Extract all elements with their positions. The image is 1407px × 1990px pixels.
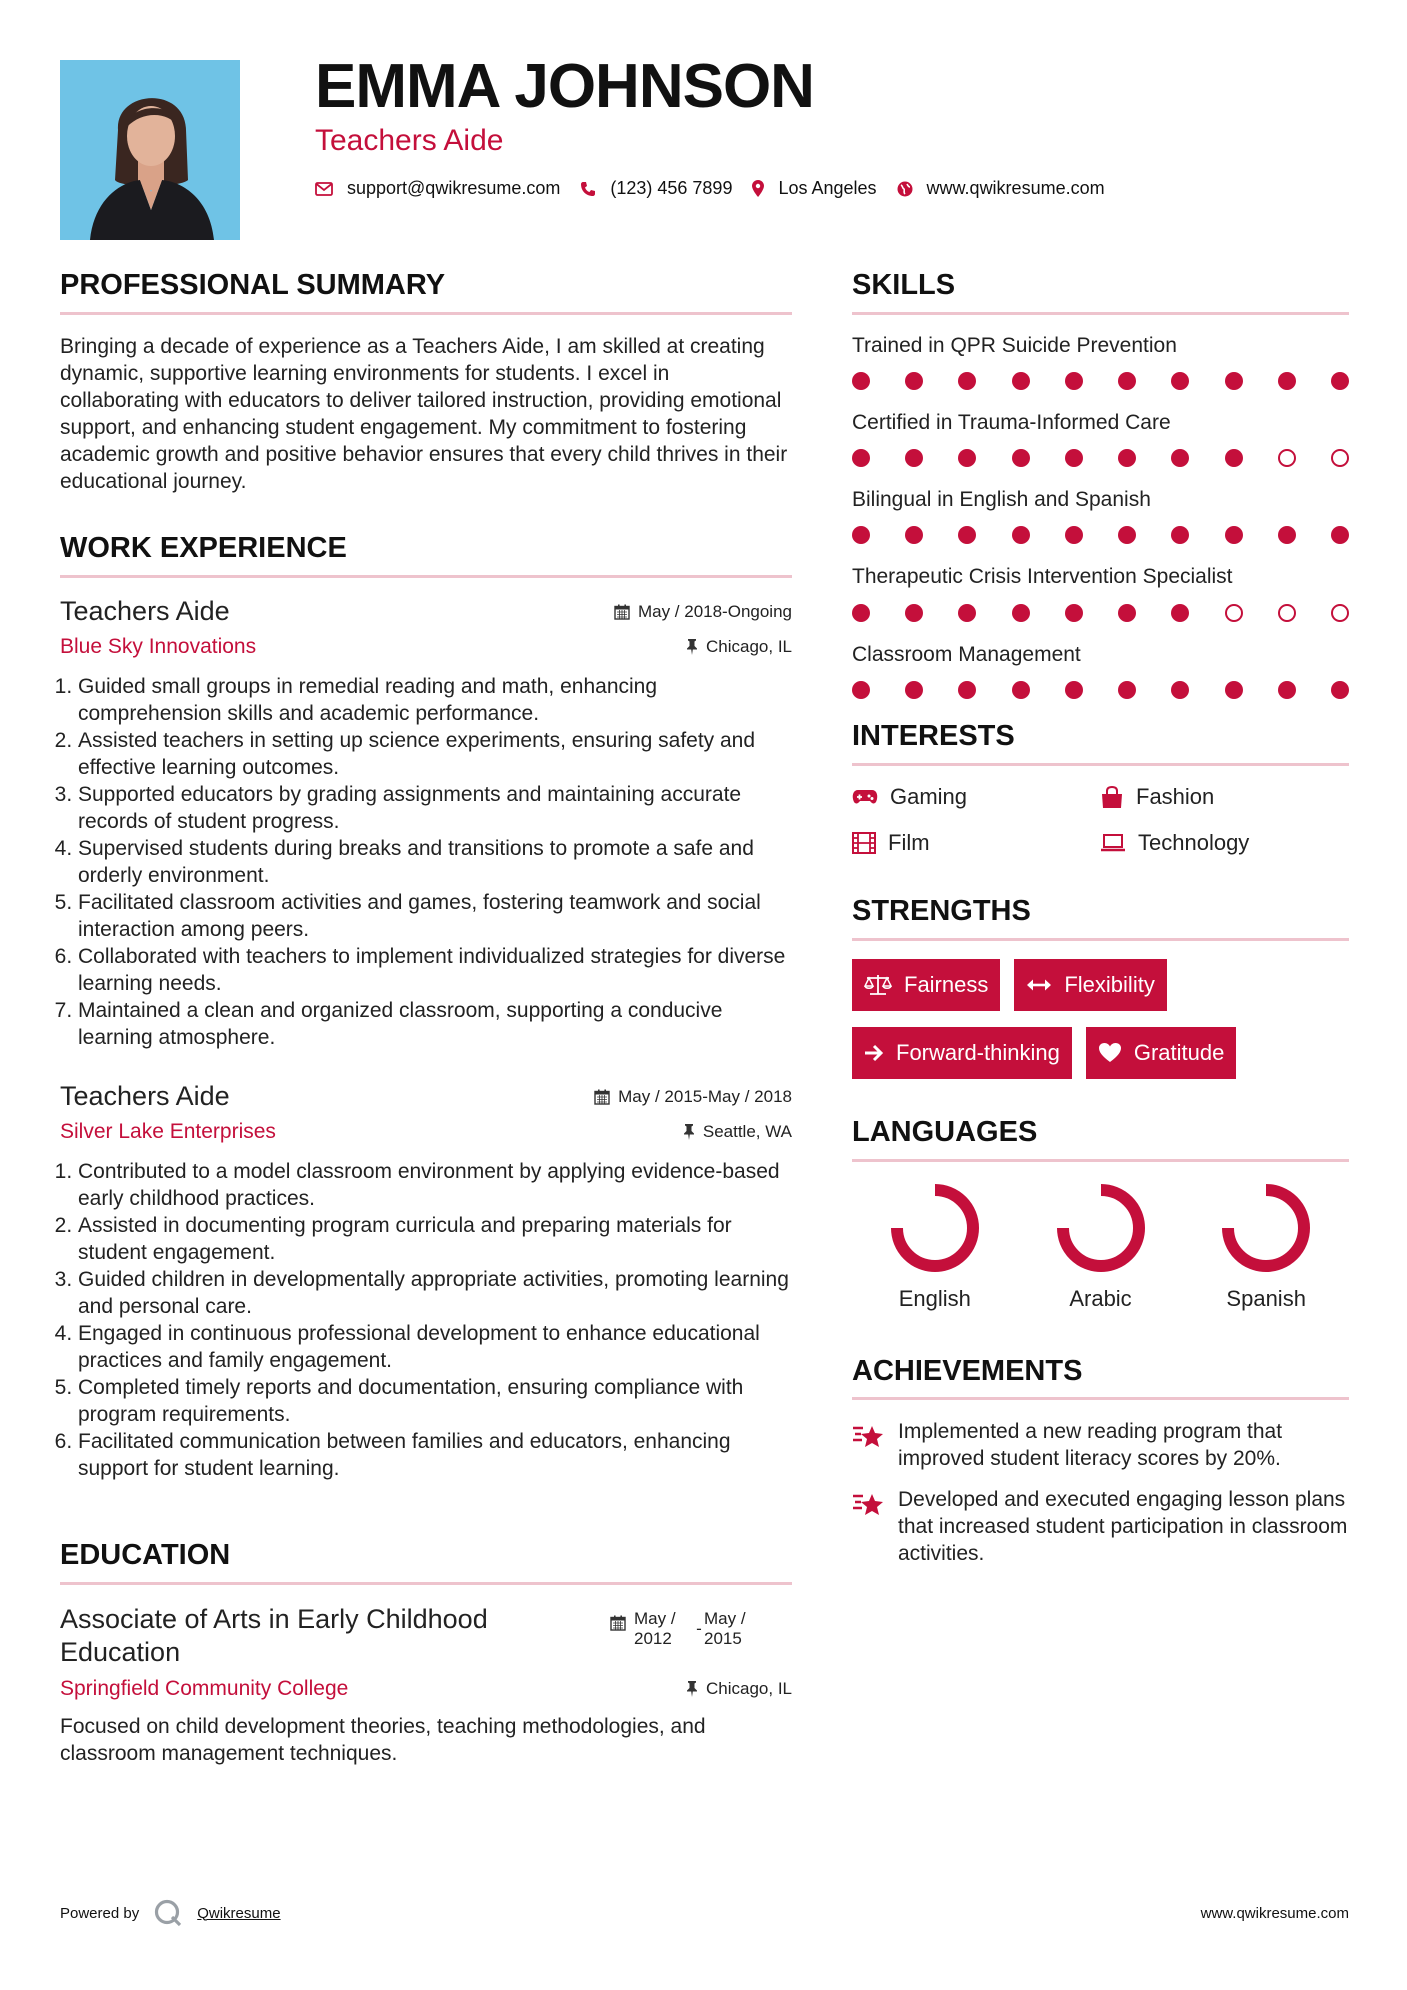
rating-dot-empty bbox=[1225, 604, 1243, 622]
rating-dot-filled bbox=[852, 526, 870, 544]
contact-location bbox=[752, 178, 876, 199]
section-divider bbox=[60, 1582, 792, 1585]
rating-dot-filled bbox=[1118, 372, 1136, 390]
rating-dot-filled bbox=[1171, 526, 1189, 544]
rating-dot-filled bbox=[1118, 604, 1136, 622]
skill-rating bbox=[852, 372, 1349, 390]
start-line-1: May / bbox=[634, 1608, 676, 1628]
section-divider bbox=[852, 312, 1349, 315]
job-title: Teachers Aide bbox=[60, 595, 230, 626]
powered-by-text: Powered by bbox=[60, 1904, 140, 1922]
interests-heading: INTERESTS bbox=[852, 719, 1015, 752]
rating-dot-filled bbox=[1012, 604, 1030, 622]
rating-dot-filled bbox=[958, 449, 976, 467]
profile-photo bbox=[60, 60, 240, 240]
rating-dot-empty bbox=[1331, 604, 1349, 622]
interest-item bbox=[1100, 830, 1348, 856]
calendar-icon bbox=[614, 604, 630, 620]
languages-section bbox=[852, 1117, 1349, 1312]
map-pin-icon bbox=[752, 180, 764, 197]
strength-badge bbox=[852, 1027, 1072, 1079]
laptop-icon bbox=[1100, 833, 1126, 853]
rating-dot-filled bbox=[1225, 681, 1243, 699]
list-item: 5. Facilitated classroom activities and games, fostering teamwork and social interaction among peers. bbox=[78, 889, 792, 943]
rating-dot-filled bbox=[1171, 681, 1189, 699]
qwikresume-logo-icon bbox=[153, 1898, 183, 1928]
list-item: 4. Engaged in continuous professional development to enhance educational practices and family engagement. bbox=[78, 1320, 792, 1374]
summary-heading: PROFESSIONAL SUMMARY bbox=[60, 269, 446, 301]
rating-dot-filled bbox=[1171, 604, 1189, 622]
strengths-section bbox=[852, 896, 1349, 1079]
duties-list bbox=[60, 1158, 792, 1482]
skill-name: Classroom Management bbox=[852, 642, 1081, 666]
education-section bbox=[60, 1540, 792, 1767]
pushpin-icon bbox=[686, 639, 698, 655]
experience-heading: WORK EXPERIENCE bbox=[60, 531, 347, 564]
education-description: Focused on child development theories, teaching methodologies, and classroom management techniques. bbox=[60, 1714, 706, 1765]
interest-item bbox=[1100, 784, 1348, 810]
rating-dot-filled bbox=[1331, 681, 1349, 699]
right-column bbox=[852, 270, 1349, 1581]
section-divider bbox=[852, 938, 1349, 941]
envelope-icon bbox=[315, 182, 333, 196]
interest-label: Technology bbox=[1138, 829, 1250, 855]
shopping-bag-icon bbox=[1100, 786, 1124, 808]
calendar-icon bbox=[594, 1089, 610, 1105]
job-location bbox=[683, 1122, 792, 1142]
contact-bar bbox=[315, 178, 1125, 199]
skill-rating bbox=[852, 681, 1349, 699]
achievement-text: Implemented a new reading program that improved student literacy scores by 20%. bbox=[898, 1420, 1283, 1471]
strength-label: Flexibility bbox=[1064, 971, 1155, 997]
rating-dot-filled bbox=[1065, 449, 1083, 467]
interest-item bbox=[852, 784, 1100, 810]
job-dates bbox=[594, 1087, 792, 1107]
film-icon bbox=[852, 832, 876, 854]
candidate-name: EMMA JOHNSON bbox=[315, 52, 814, 121]
education-start-date bbox=[634, 1609, 694, 1649]
strength-badge bbox=[1014, 959, 1166, 1011]
job-title: Teachers Aide bbox=[60, 1080, 230, 1111]
achievement-item bbox=[852, 1486, 1349, 1567]
language-level-ring bbox=[1218, 1180, 1314, 1276]
duties-list bbox=[60, 673, 792, 1051]
skill-name: Certified in Trauma-Informed Care bbox=[852, 411, 1171, 435]
location-text: Los Angeles bbox=[778, 178, 877, 198]
arrows-horizontal-icon bbox=[1026, 978, 1052, 992]
rating-dot-filled bbox=[1278, 681, 1296, 699]
language-level-arc bbox=[897, 1190, 973, 1266]
list-item: 3. Guided children in developmentally appropriate activities, promoting learning and personal care. bbox=[78, 1266, 792, 1320]
strength-label: Fairness bbox=[904, 971, 989, 997]
interest-label: Film bbox=[888, 829, 930, 855]
list-item: 2. Assisted in documenting program curricula and preparing materials for student engagement. bbox=[78, 1212, 792, 1266]
interests-section bbox=[852, 721, 1349, 856]
strength-badge bbox=[1086, 1027, 1237, 1079]
rating-dot-filled bbox=[852, 372, 870, 390]
job-entry bbox=[60, 596, 792, 1051]
skills-section bbox=[852, 270, 1349, 699]
start-line-2: 2012 bbox=[634, 1628, 672, 1648]
gamepad-icon bbox=[852, 788, 878, 806]
calendar-icon bbox=[610, 1615, 626, 1631]
section-divider bbox=[60, 575, 792, 578]
job-dates-text: May / 2018-Ongoing bbox=[637, 601, 792, 621]
language-level-ring bbox=[1053, 1180, 1149, 1276]
contact-phone[interactable] bbox=[580, 178, 732, 199]
education-location-text: Chicago, IL bbox=[706, 1678, 792, 1698]
experience-section bbox=[60, 533, 792, 1482]
rating-dot-filled bbox=[958, 372, 976, 390]
language-level-arc bbox=[1063, 1190, 1139, 1266]
contact-email[interactable] bbox=[315, 178, 560, 199]
rating-dot-filled bbox=[852, 604, 870, 622]
job-location-text: Chicago, IL bbox=[706, 636, 792, 656]
skills-list bbox=[852, 333, 1349, 699]
job-dates bbox=[614, 602, 792, 622]
language-name: Arabic bbox=[1069, 1285, 1132, 1311]
rating-dot-filled bbox=[905, 681, 923, 699]
globe-icon bbox=[897, 181, 913, 197]
list-item: 6. Facilitated communication between families and educators, enhancing support for student learning. bbox=[78, 1428, 792, 1482]
interest-label: Gaming bbox=[890, 783, 968, 809]
rating-dot-filled bbox=[1278, 372, 1296, 390]
pushpin-icon bbox=[683, 1124, 695, 1140]
language-item bbox=[1018, 1180, 1184, 1312]
rating-dot-filled bbox=[1065, 372, 1083, 390]
rating-dot-filled bbox=[958, 681, 976, 699]
website-text: www.qwikresume.com bbox=[926, 178, 1105, 198]
rating-dot-filled bbox=[1278, 526, 1296, 544]
rating-dot-empty bbox=[1278, 604, 1296, 622]
skill-rating bbox=[852, 526, 1349, 544]
rating-dot-filled bbox=[1171, 372, 1189, 390]
interest-label: Fashion bbox=[1136, 783, 1215, 809]
rating-dot-filled bbox=[958, 526, 976, 544]
rating-dot-filled bbox=[1171, 449, 1189, 467]
education-degree: Associate of Arts in Early Childhood Education bbox=[60, 1603, 488, 1667]
language-name: English bbox=[898, 1285, 971, 1311]
rating-dot-filled bbox=[1118, 681, 1136, 699]
list-item: 5. Completed timely reports and documentation, ensuring compliance with program requirements. bbox=[78, 1374, 792, 1428]
rating-dot-filled bbox=[905, 449, 923, 467]
avatar bbox=[60, 60, 240, 240]
skills-heading: SKILLS bbox=[852, 269, 956, 301]
achievement-text: Developed and executed engaging lesson plans that increased student participation in classroom activities. bbox=[898, 1488, 1348, 1566]
section-divider bbox=[852, 1397, 1349, 1400]
rating-dot-filled bbox=[905, 372, 923, 390]
education-location bbox=[686, 1679, 792, 1699]
job-entry bbox=[60, 1081, 792, 1482]
rating-dot-filled bbox=[1065, 681, 1083, 699]
date-separator: - bbox=[696, 1618, 702, 1638]
skill-name: Therapeutic Crisis Intervention Specialist bbox=[852, 565, 1233, 589]
skill-rating bbox=[852, 604, 1349, 622]
rating-dot-filled bbox=[852, 681, 870, 699]
rating-dot-filled bbox=[1065, 526, 1083, 544]
languages-list bbox=[852, 1180, 1349, 1312]
section-divider bbox=[60, 312, 792, 315]
arrow-right-icon bbox=[864, 1044, 884, 1062]
rating-dot-filled bbox=[1012, 372, 1030, 390]
education-heading: EDUCATION bbox=[60, 1538, 231, 1571]
language-level-arc bbox=[1228, 1190, 1304, 1266]
achievements-section bbox=[852, 1356, 1349, 1568]
phone-icon bbox=[580, 181, 596, 197]
footer bbox=[60, 1898, 1349, 1928]
strength-label: Forward-thinking bbox=[896, 1039, 1060, 1065]
summary-section bbox=[60, 270, 792, 495]
rating-dot-filled bbox=[1225, 449, 1243, 467]
rating-dot-filled bbox=[1225, 372, 1243, 390]
list-item: 1. Guided small groups in remedial reading and math, enhancing comprehension skills and academic performance. bbox=[78, 673, 792, 727]
list-item: 7. Maintained a clean and organized classroom, supporting a conducive learning atmosphere. bbox=[78, 997, 792, 1051]
job-dates-text: May / 2015-May / 2018 bbox=[618, 1086, 792, 1106]
language-item bbox=[852, 1180, 1018, 1312]
rating-dot-filled bbox=[905, 526, 923, 544]
shooting-star-icon bbox=[852, 1490, 884, 1518]
heart-icon bbox=[1098, 1042, 1122, 1063]
balance-scale-icon bbox=[864, 974, 892, 996]
end-line-1: May / bbox=[704, 1608, 746, 1628]
job-company: Silver Lake Enterprises bbox=[60, 1119, 276, 1143]
contact-website[interactable] bbox=[897, 178, 1105, 199]
rating-dot-filled bbox=[958, 604, 976, 622]
rating-dot-empty bbox=[1331, 449, 1349, 467]
rating-dot-filled bbox=[1331, 526, 1349, 544]
skill-name: Bilingual in English and Spanish bbox=[852, 488, 1151, 512]
rating-dot-filled bbox=[1118, 449, 1136, 467]
language-name: Spanish bbox=[1226, 1285, 1306, 1311]
phone-text: (123) 456 7899 bbox=[610, 178, 733, 198]
language-level-ring bbox=[887, 1180, 983, 1276]
rating-dot-filled bbox=[852, 449, 870, 467]
list-item: 6. Collaborated with teachers to implement individualized strategies for diverse learning needs. bbox=[78, 943, 792, 997]
list-item: 2. Assisted teachers in setting up science experiments, ensuring safety and effective learning outcomes. bbox=[78, 727, 792, 781]
strength-badge bbox=[852, 959, 1000, 1011]
rating-dot-filled bbox=[1331, 372, 1349, 390]
section-divider bbox=[852, 1159, 1349, 1162]
end-line-2: 2015 bbox=[704, 1628, 742, 1648]
email-text: support@qwikresume.com bbox=[347, 178, 561, 198]
languages-heading: LANGUAGES bbox=[852, 1115, 1038, 1148]
interest-item bbox=[852, 830, 1100, 856]
rating-dot-filled bbox=[1012, 681, 1030, 699]
rating-dot-filled bbox=[1065, 604, 1083, 622]
rating-dot-filled bbox=[1012, 526, 1030, 544]
strength-label: Gratitude bbox=[1133, 1039, 1225, 1065]
list-item: 1. Contributed to a model classroom environment by applying evidence-based early childhood practices. bbox=[78, 1158, 792, 1212]
achievement-item bbox=[852, 1418, 1349, 1472]
achievements-heading: ACHIEVEMENTS bbox=[852, 1354, 1083, 1387]
rating-dot-filled bbox=[1225, 526, 1243, 544]
rating-dot-filled bbox=[1012, 449, 1030, 467]
strengths-heading: STRENGTHS bbox=[852, 894, 1031, 927]
skill-rating bbox=[852, 449, 1349, 467]
skill-name: Trained in QPR Suicide Prevention bbox=[852, 333, 1177, 357]
education-school: Springfield Community College bbox=[60, 1676, 349, 1700]
list-item: 4. Supervised students during breaks and transitions to promote a safe and orderly environment. bbox=[78, 835, 792, 889]
summary-text: Bringing a decade of experience as a Teachers Aide, I am skilled at creating dynamic, supportive learning environments for students. I excel in collaborating with educators to deliver tailored instruction, providing emotional support, and enhancing student engagement. My commitment to fostering academic growth and positive behavior ensures that every child thrives in their educational journey. bbox=[60, 334, 788, 493]
pushpin-icon bbox=[686, 1681, 698, 1697]
job-company: Blue Sky Innovations bbox=[60, 634, 257, 658]
brand-link[interactable]: Qwikresume bbox=[197, 1904, 281, 1922]
education-dates bbox=[610, 1609, 764, 1649]
education-end-date bbox=[704, 1609, 764, 1649]
job-location-text: Seattle, WA bbox=[702, 1121, 792, 1141]
footer-website[interactable]: www.qwikresume.com bbox=[1200, 1904, 1349, 1922]
rating-dot-filled bbox=[905, 604, 923, 622]
job-location bbox=[686, 637, 792, 657]
language-item bbox=[1183, 1180, 1349, 1312]
rating-dot-empty bbox=[1278, 449, 1296, 467]
list-item: 3. Supported educators by grading assignments and maintaining accurate records of student progress. bbox=[78, 781, 792, 835]
candidate-title: Teachers Aide bbox=[315, 124, 504, 157]
shooting-star-icon bbox=[852, 1422, 884, 1450]
rating-dot-filled bbox=[1118, 526, 1136, 544]
section-divider bbox=[852, 763, 1349, 766]
left-column bbox=[60, 270, 792, 1767]
